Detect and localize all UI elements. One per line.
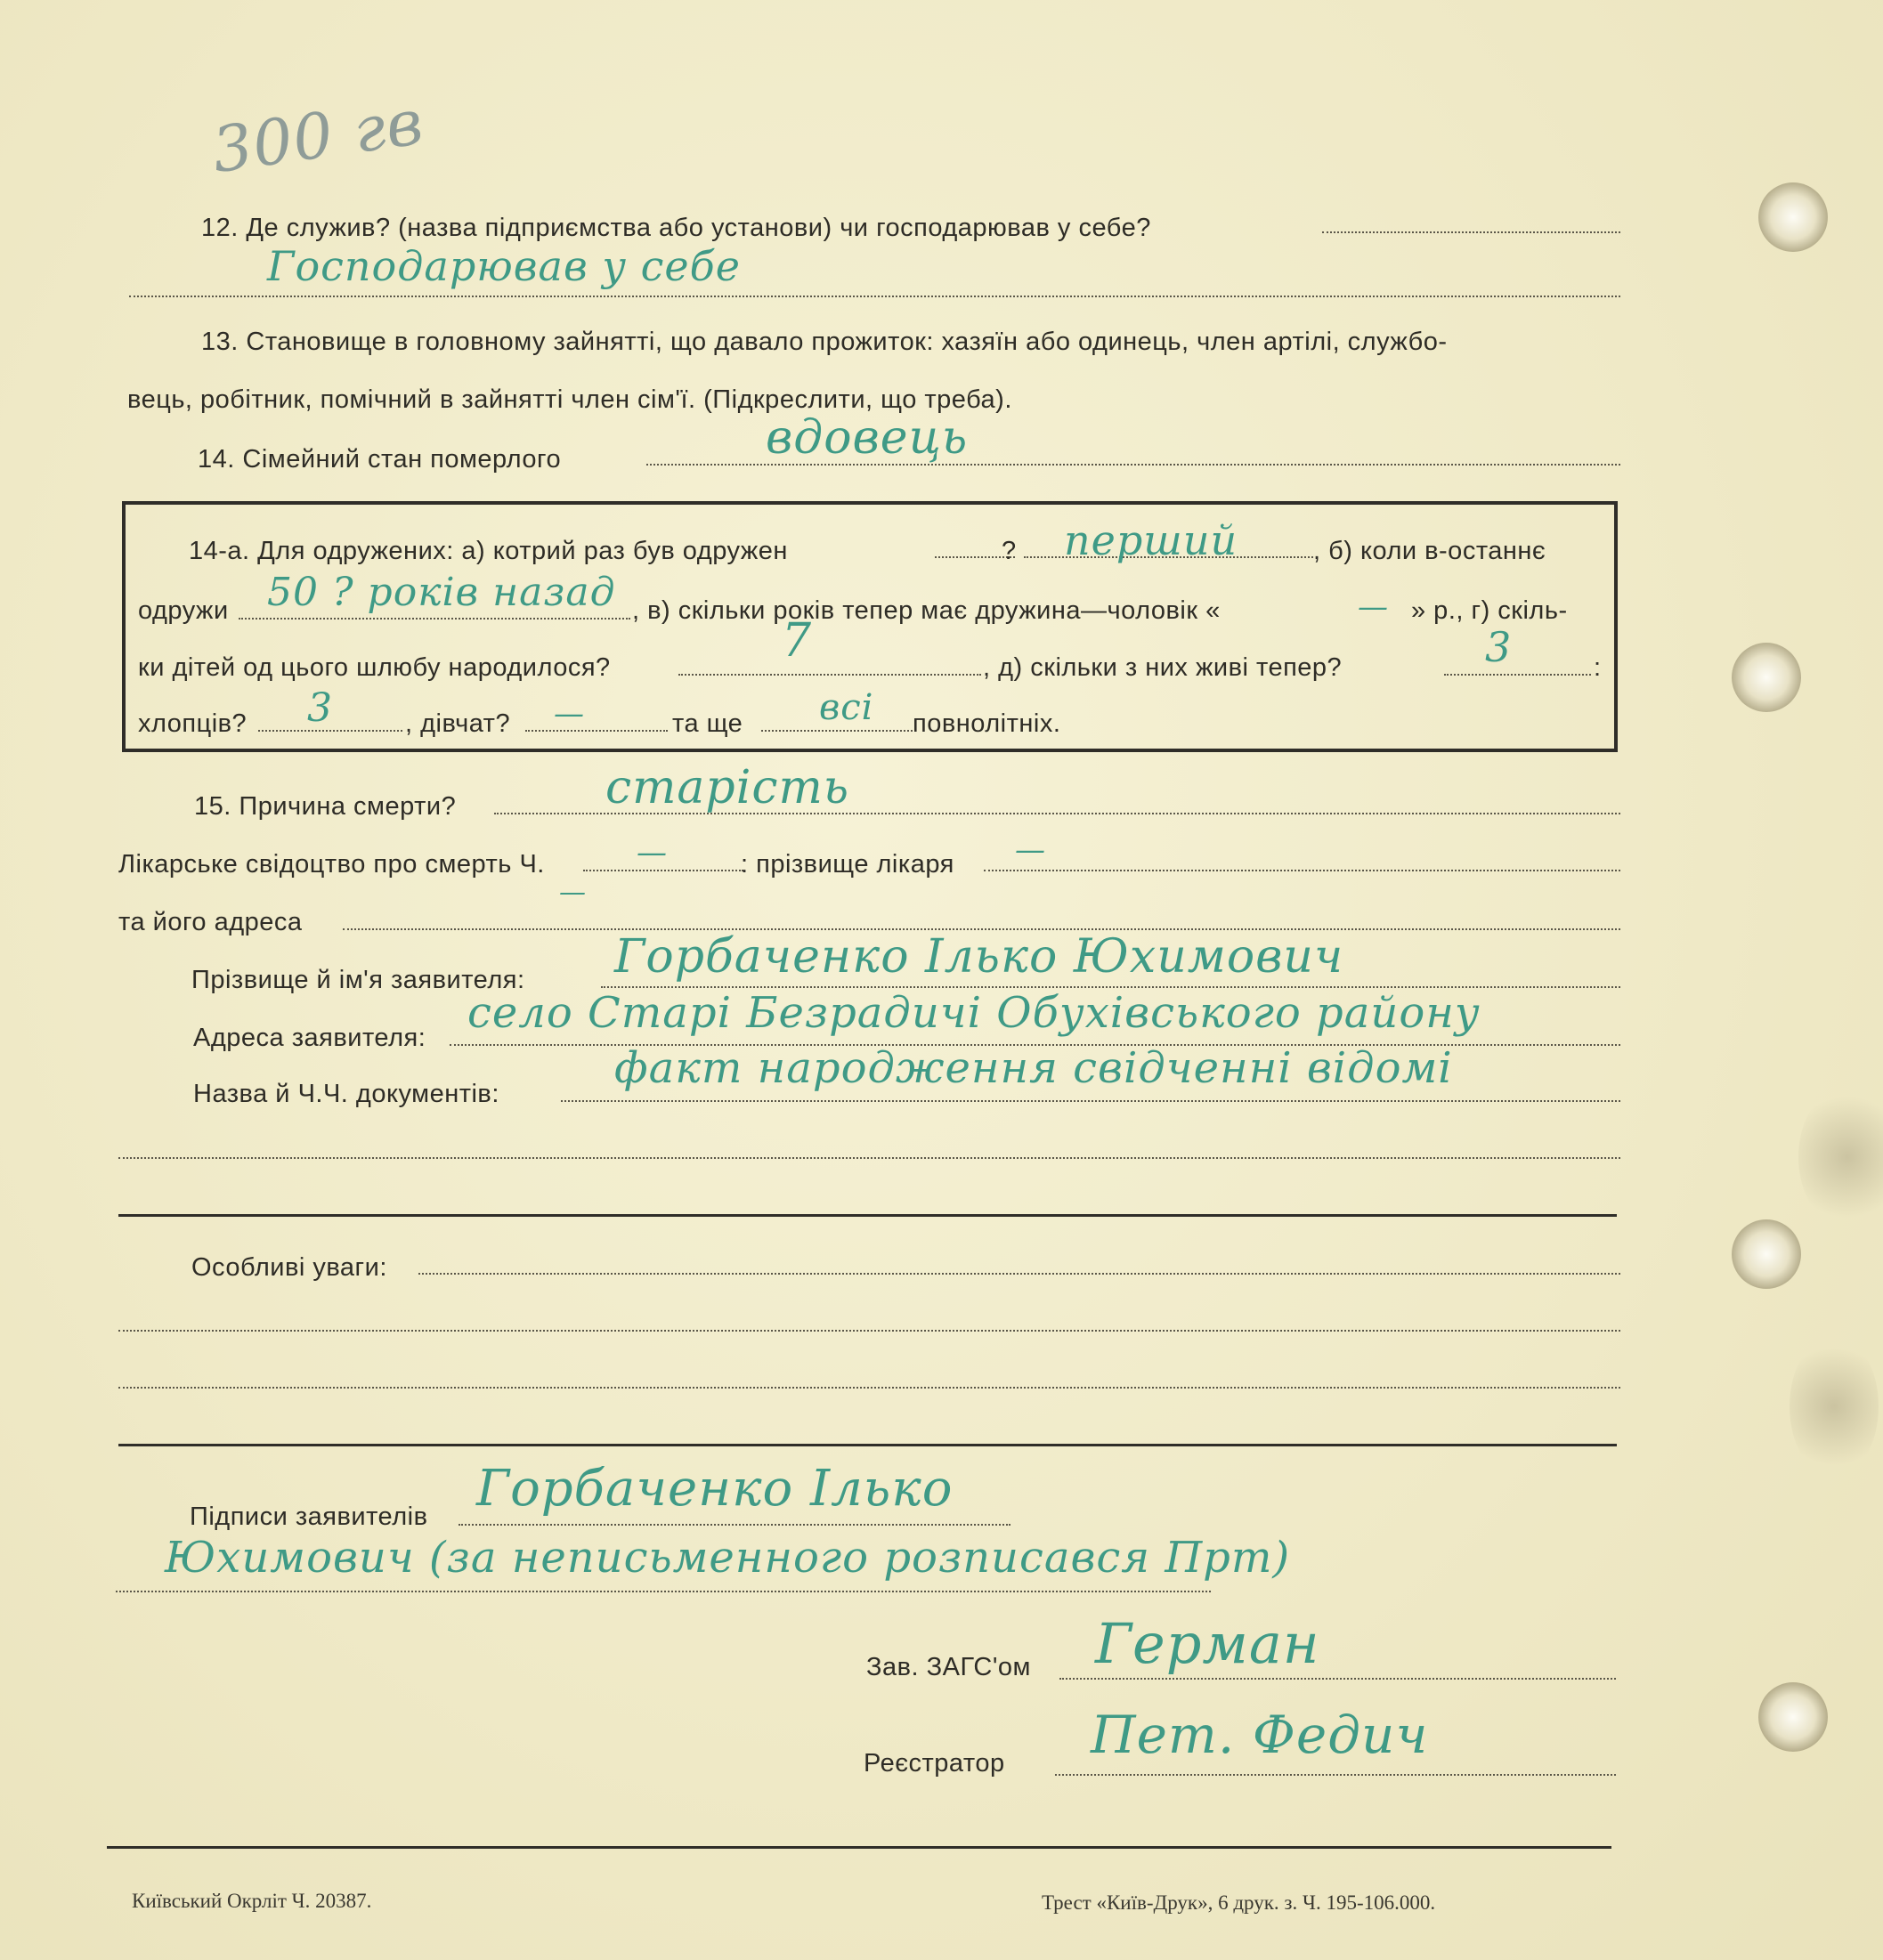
q14a-answer-girls: — bbox=[554, 696, 585, 732]
documents-line bbox=[561, 1100, 1620, 1102]
zags-head-signature: Герман bbox=[1095, 1611, 1320, 1676]
signatures-line-1 bbox=[459, 1524, 1010, 1526]
q14a-line2-label: одружи bbox=[138, 596, 229, 625]
q14a-line3-mid: , д) скільки з них живі тепер? bbox=[983, 653, 1343, 682]
applicant-name-answer: Горбаченко Ілько Юхимович bbox=[614, 930, 1344, 984]
q14a-line4-label: хлопців? bbox=[138, 709, 248, 738]
applicant-address-answer: село Старі Безрадичі Обухівського району bbox=[467, 988, 1481, 1038]
q12-label: 12. Де служив? (назва підприємства або установи) чи господарював у себе? bbox=[201, 214, 1151, 242]
doctor-address-label: та його адреса bbox=[118, 908, 303, 936]
q14a-line4-dots3 bbox=[761, 730, 913, 732]
footer-printer-right: Трест «Київ-Друк», 6 друк. з. Ч. 195-106.000. bbox=[1042, 1891, 1436, 1914]
q14a-line1-tail: , б) коли в-останнє bbox=[1313, 537, 1546, 565]
q14a-line2-mid: , в) скільки років тепер має дружина—чоловік « bbox=[632, 596, 1221, 625]
q14a-answer-when-married: 50 ? років назад bbox=[267, 570, 616, 615]
doctor-name-answer: — bbox=[1015, 832, 1046, 868]
registrar-signature: Пет. Федич bbox=[1091, 1705, 1429, 1765]
q12-answer-line bbox=[129, 296, 1620, 297]
q14a-answer-children-born: 7 bbox=[782, 614, 813, 668]
remarks-label: Особливі уваги: bbox=[191, 1253, 387, 1282]
q14a-line3-dots bbox=[678, 674, 981, 676]
remarks-line-2 bbox=[118, 1330, 1620, 1332]
q15-label: 15. Причина смерти? bbox=[194, 792, 457, 821]
q15-answer: старість bbox=[605, 761, 850, 814]
signature-line-1: Горбаченко Ілько bbox=[476, 1460, 954, 1518]
doctor-address-answer: — bbox=[559, 877, 587, 908]
q14a-line4-dots2 bbox=[525, 730, 668, 732]
q14a-line4-also-label: та ще bbox=[672, 709, 743, 738]
divider-rule-2 bbox=[118, 1444, 1617, 1446]
punch-hole bbox=[1732, 1219, 1801, 1289]
q14a-answer-adult: всі bbox=[819, 687, 874, 728]
corner-note: 300 гв bbox=[207, 85, 428, 188]
punch-hole bbox=[1758, 182, 1828, 252]
med-cert-label: Лікарське свідоцтво про смерть Ч. bbox=[118, 850, 545, 879]
remarks-line-3 bbox=[118, 1387, 1620, 1389]
q14a-answer-spouse-age: — bbox=[1358, 589, 1389, 625]
documents-label: Назва й Ч.Ч. документів: bbox=[193, 1080, 499, 1108]
q12-answer: Господарював у себе bbox=[267, 242, 741, 290]
q14a-line3-label: ки дітей од цього шлюбу народилося? bbox=[138, 653, 611, 682]
q14a-answer-children-alive: 3 bbox=[1485, 623, 1513, 671]
q14-answer: вдовець bbox=[766, 411, 969, 465]
q14a-line3-dots2 bbox=[1444, 674, 1591, 676]
q14a-line4-tail: повнолітніх. bbox=[913, 709, 1061, 738]
paper-stain bbox=[1798, 1086, 1883, 1228]
q14a-answer-which-marriage: перший bbox=[1064, 516, 1238, 564]
q14a-line1-label: 14-а. Для одружених: а) котрий раз був одружен bbox=[189, 537, 788, 565]
q13-line1: 13. Становище в головному зайнятті, що давало прожиток: хазяїн або одинець, член артілі, службо- bbox=[201, 328, 1448, 356]
applicant-name-label: Прізвище й ім'я заявителя: bbox=[191, 966, 525, 994]
documents-line-2 bbox=[118, 1157, 1620, 1159]
q14a-line3-colon: : bbox=[1594, 653, 1602, 682]
q14a-line2-tail: » р., г) скіль- bbox=[1411, 596, 1568, 625]
paper-stain bbox=[1790, 1335, 1879, 1478]
q14a-line1-q: ? bbox=[1002, 537, 1017, 565]
documents-answer: факт народження свідченні відомі bbox=[614, 1043, 1453, 1093]
doctor-name-label: : прізвище лікаря bbox=[741, 850, 954, 879]
q13-line2: вець, робітник, помічний в зайнятті член сім'ї. (Підкреслити, що треба). bbox=[127, 385, 1012, 414]
q14a-line4-girls-label: , дівчат? bbox=[405, 709, 511, 738]
punch-hole bbox=[1758, 1682, 1828, 1752]
registrar-line bbox=[1055, 1774, 1616, 1776]
footer-printer-left: Київський Окрліт Ч. 20387. bbox=[132, 1890, 372, 1912]
q14a-answer-boys: 3 bbox=[307, 685, 333, 731]
zags-head-label: Зав. ЗАГС'ом bbox=[866, 1653, 1031, 1681]
footer-rule bbox=[107, 1846, 1611, 1849]
zags-head-line bbox=[1059, 1678, 1616, 1680]
remarks-line-1 bbox=[418, 1273, 1620, 1275]
applicant-address-label: Адреса заявителя: bbox=[193, 1024, 426, 1052]
q14a-line2-dots bbox=[239, 618, 630, 620]
signatures-label: Підписи заявителів bbox=[190, 1502, 428, 1531]
divider-rule bbox=[118, 1214, 1617, 1217]
q12-line bbox=[1322, 231, 1620, 233]
punch-hole bbox=[1732, 643, 1801, 712]
registrar-label: Реєстратор bbox=[864, 1749, 1005, 1778]
q14-label: 14. Сімейний стан померлого bbox=[198, 445, 562, 474]
doctor-name-line bbox=[984, 870, 1620, 871]
med-cert-answer: — bbox=[637, 835, 668, 871]
signature-line-2: Юхимович (за неписьменного розписався Прт) bbox=[165, 1533, 1291, 1583]
signatures-line-2 bbox=[116, 1591, 1211, 1592]
